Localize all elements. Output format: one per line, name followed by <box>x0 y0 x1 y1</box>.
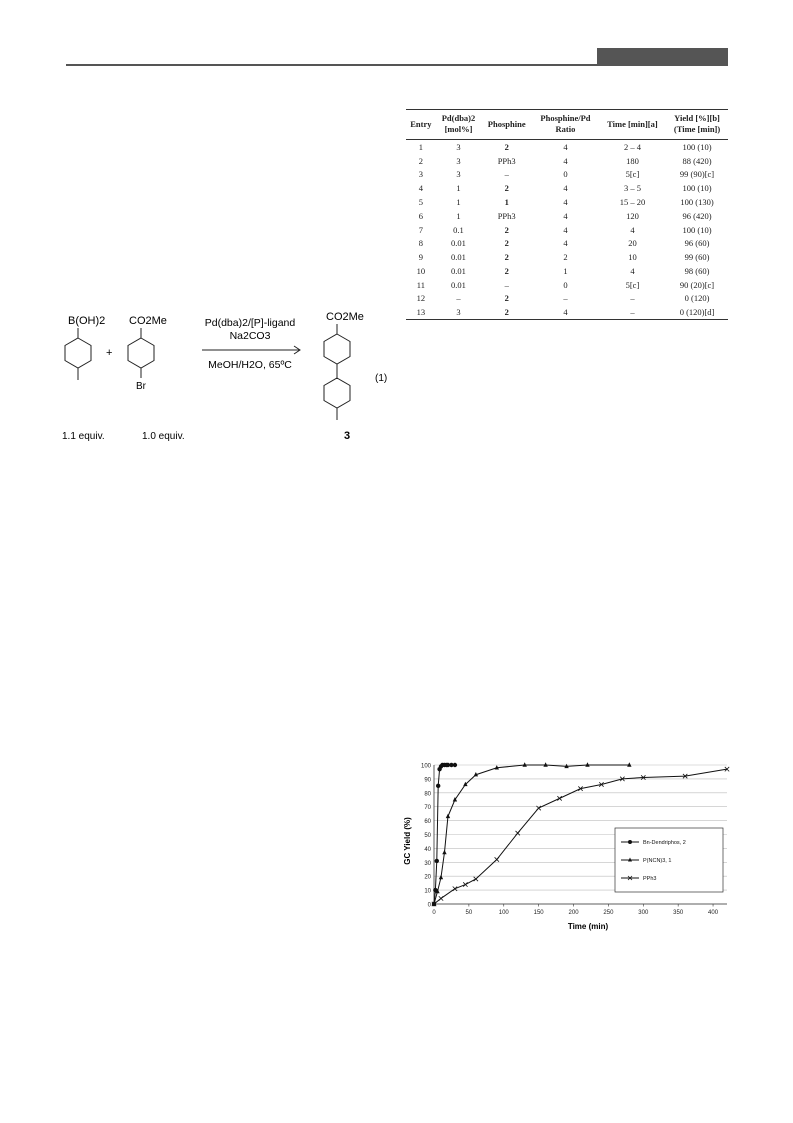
table-cell: 4 <box>563 238 568 249</box>
data-point-circle <box>435 859 439 863</box>
table-row <box>406 168 728 182</box>
header-phosphine: Phosphine <box>487 118 526 129</box>
table-cell: 2 <box>504 141 509 152</box>
table-cell: 4 <box>563 210 568 221</box>
x-tick-label: 200 <box>568 910 579 916</box>
results-table <box>406 109 728 320</box>
table-cell: – <box>563 293 568 304</box>
table-cell: 12 <box>416 293 426 304</box>
table-cell: – <box>630 307 635 318</box>
table-cell: 100 (10) <box>682 224 712 235</box>
ester-label-product: CO2Me <box>326 311 364 323</box>
data-point-triangle <box>439 875 443 879</box>
conditions-catalyst: Pd(dba)2/[P]-ligand <box>204 317 296 329</box>
table-cell: 5[c] <box>625 279 640 290</box>
y-tick-label: 90 <box>424 777 431 784</box>
x-tick-label: 0 <box>432 910 436 916</box>
table-cell: 3 <box>418 169 423 180</box>
y-tick-label: 70 <box>424 805 431 812</box>
table-cell: 0.1 <box>453 224 464 235</box>
data-point-circle <box>628 840 632 844</box>
x-tick-label: 350 <box>673 910 684 916</box>
table-row <box>406 264 728 278</box>
table-cell: 4 <box>563 141 568 152</box>
data-point-circle <box>436 784 440 788</box>
x-tick-label: 300 <box>638 910 649 916</box>
header-time: Time [min][a] <box>607 118 658 129</box>
chart-legend <box>615 828 723 892</box>
table-cell: 2 <box>504 265 509 276</box>
data-point-circle <box>453 763 457 767</box>
table-header-row <box>406 110 728 140</box>
table-row <box>406 278 728 292</box>
x-tick-label: 150 <box>533 910 544 916</box>
conditions-solvent: MeOH/H2O, 65ºC <box>208 359 292 371</box>
table-cell: – <box>456 293 461 304</box>
table-cell: 0.01 <box>451 265 466 276</box>
x-tick-label: 100 <box>498 910 509 916</box>
y-tick-label: 40 <box>424 846 431 853</box>
table-cell: 4 <box>563 307 568 318</box>
table-cell: 0 <box>563 169 568 180</box>
table-cell: PPh3 <box>497 210 516 221</box>
table-cell: 5[c] <box>625 169 640 180</box>
table-cell: 4 <box>630 224 635 235</box>
data-point-triangle <box>446 814 450 818</box>
table-cell: 4 <box>563 196 568 207</box>
data-point-triangle <box>442 850 446 854</box>
table-cell: 0 <box>563 279 568 290</box>
header-pd-loading: Pd(dba)2 [mol%] <box>441 113 476 135</box>
header-yield: Yield [%][b] (Time [min]) <box>673 113 721 135</box>
legend-label: P(NCN)3, 1 <box>643 858 672 865</box>
table-cell: 3 <box>456 307 461 318</box>
table-cell: 4 <box>418 183 423 194</box>
table-cell: 2 <box>504 224 509 235</box>
yield-time-chart <box>402 755 738 933</box>
table-cell: 15 – 20 <box>619 196 646 207</box>
table-cell: 0.01 <box>451 238 466 249</box>
table-cell: 98 (60) <box>684 265 710 276</box>
table-cell: 90 (20)[c] <box>679 279 715 290</box>
table-cell: 2 <box>504 307 509 318</box>
table-cell: 96 (420) <box>682 210 712 221</box>
table-cell: 88 (420) <box>682 155 712 166</box>
product-ring-top <box>324 334 350 364</box>
table-cell: 96 (60) <box>684 238 710 249</box>
product-number: 3 <box>344 430 351 442</box>
table-cell: 100 (10) <box>682 183 712 194</box>
data-point-x <box>463 882 467 886</box>
table-cell: 7 <box>418 224 423 235</box>
table-row <box>406 154 728 168</box>
equation-number: (1) <box>375 373 388 384</box>
y-tick-label: 60 <box>424 819 431 826</box>
data-point-x <box>495 857 499 861</box>
table-row <box>406 139 728 153</box>
reaction-scheme <box>60 310 400 460</box>
table-cell: 0.01 <box>451 279 466 290</box>
data-point-x <box>439 896 443 900</box>
table-cell: 0 (120) <box>684 293 710 304</box>
x-tick-label: 50 <box>465 910 473 916</box>
equiv-reagent-2: 1.0 equiv. <box>142 431 185 442</box>
table-cell: 13 <box>416 307 426 318</box>
table-cell: 99 (60) <box>684 252 710 263</box>
y-tick-label: 80 <box>424 791 431 798</box>
ester-label-reagent: CO2Me <box>129 315 167 327</box>
y-tick-label: 0 <box>427 902 431 909</box>
benzene-ring-2 <box>128 338 154 368</box>
table-row <box>406 195 728 209</box>
results-table-container <box>406 109 728 320</box>
table-cell: 2 <box>563 252 568 263</box>
y-axis-label: GC Yield (%) <box>403 817 412 865</box>
table-cell: 1 <box>456 210 461 221</box>
header-entry: Entry <box>410 118 432 129</box>
table-cell: – <box>630 293 635 304</box>
table-cell: 2 <box>504 293 509 304</box>
data-point-x <box>557 796 561 800</box>
table-cell: 1 <box>456 183 461 194</box>
table-cell: 3 <box>456 169 461 180</box>
table-row <box>406 209 728 223</box>
table-cell: 4 <box>563 155 568 166</box>
table-cell: 100 (10) <box>682 141 712 152</box>
header-bar <box>597 48 728 65</box>
header-rule <box>66 64 728 66</box>
y-tick-label: 20 <box>424 874 431 881</box>
table-cell: 2 <box>504 238 509 249</box>
conditions-base: Na2CO3 <box>229 330 271 342</box>
bromo-label: Br <box>136 381 146 392</box>
plus-sign: + <box>106 347 113 359</box>
table-cell: 3 – 5 <box>623 183 641 194</box>
y-tick-label: 100 <box>420 763 431 770</box>
table-cell: – <box>504 169 509 180</box>
table-cell: 3 <box>456 141 461 152</box>
table-cell: 2 <box>418 155 423 166</box>
table-cell: 6 <box>418 210 423 221</box>
table-row <box>406 223 728 237</box>
table-body <box>406 139 728 319</box>
benzene-ring-1 <box>65 338 91 368</box>
table-cell: 2 <box>504 252 509 263</box>
table-cell: 2 – 4 <box>623 141 641 152</box>
table-cell: 180 <box>626 155 639 166</box>
table-cell: 10 <box>416 265 426 276</box>
table-row <box>406 181 728 195</box>
table-cell: 1 <box>418 141 423 152</box>
table-cell: 11 <box>416 279 425 290</box>
table-cell: 1 <box>504 196 509 207</box>
header-ratio: Phosphine/Pd Ratio <box>540 113 591 135</box>
y-tick-label: 10 <box>424 888 431 895</box>
table-cell: 0 (120)[d] <box>679 307 715 318</box>
table-row <box>406 292 728 306</box>
table-cell: 100 (130) <box>680 196 714 207</box>
y-tick-label: 30 <box>424 860 431 867</box>
x-tick-label: 250 <box>603 910 614 916</box>
equiv-reagent-1: 1.1 equiv. <box>62 431 105 442</box>
legend-label: PPh3 <box>643 876 657 883</box>
data-point-x <box>474 877 478 881</box>
table-cell: 9 <box>418 252 423 263</box>
table-cell: 2 <box>504 183 509 194</box>
y-tick-label: 50 <box>424 833 431 839</box>
table-row <box>406 250 728 264</box>
table-cell: – <box>504 279 509 290</box>
table-row <box>406 305 728 319</box>
legend-label: Bn-Dendriphos, 2 <box>643 840 686 847</box>
table-cell: 4 <box>630 265 635 276</box>
table-cell: 3 <box>456 155 461 166</box>
x-axis-label: Time (min) <box>567 922 609 931</box>
table-cell: 10 <box>628 252 637 263</box>
table-cell: 8 <box>418 238 423 249</box>
boronic-acid-label: B(OH)2 <box>68 315 106 327</box>
table-row <box>406 236 728 250</box>
table-cell: 1 <box>563 265 568 276</box>
x-tick-label: 400 <box>708 910 719 916</box>
product-ring-bottom <box>324 378 350 408</box>
table-cell: 4 <box>563 183 568 194</box>
table-cell: 5 <box>418 196 423 207</box>
table-cell: 99 (90)[c] <box>679 169 715 180</box>
table-cell: 0.01 <box>451 252 466 263</box>
table-cell: PPh3 <box>497 155 516 166</box>
table-cell: 4 <box>563 224 568 235</box>
table-cell: 120 <box>626 210 639 221</box>
table-cell: 20 <box>628 238 637 249</box>
table-cell: 1 <box>456 196 461 207</box>
